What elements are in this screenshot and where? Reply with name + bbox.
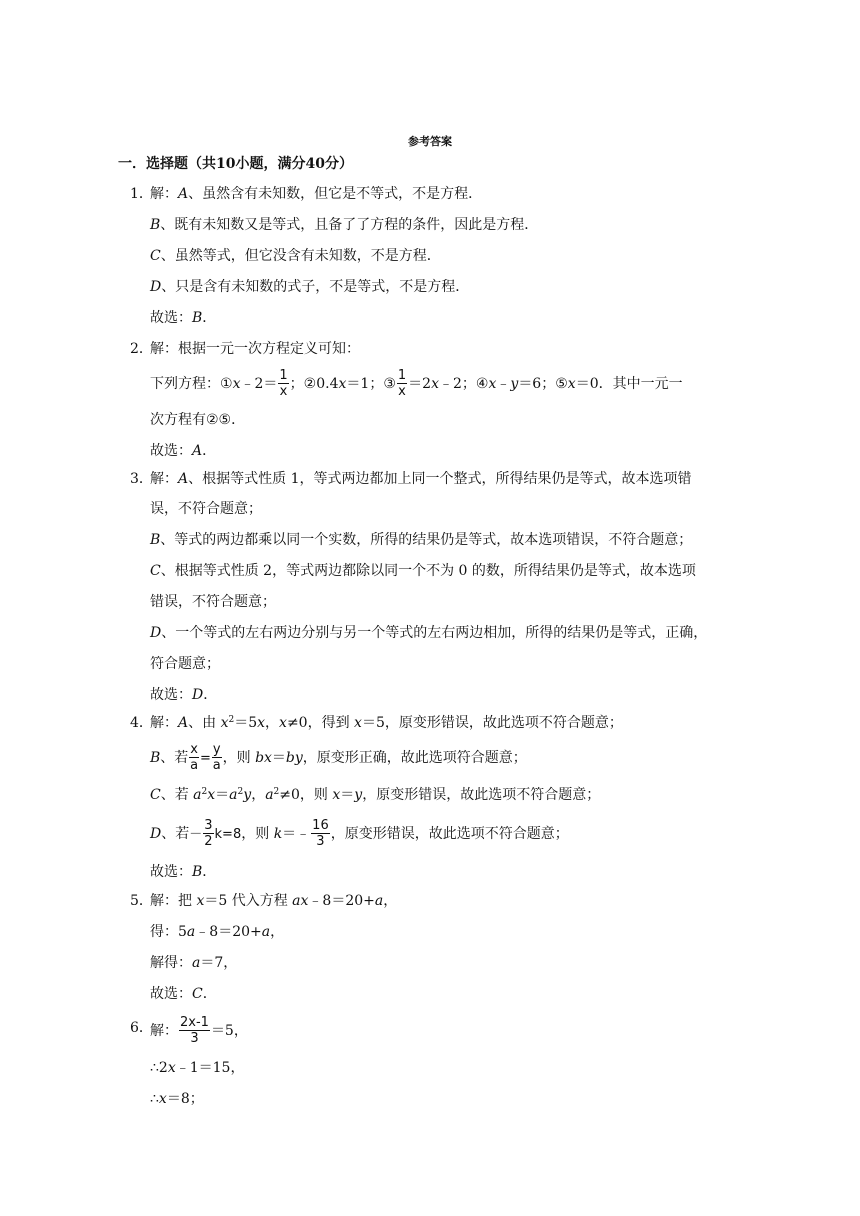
q3-line-3: B、等式的两边都乘以同一个实数，所得的结果仍是等式，故本选项错误，不符合题意； — [150, 532, 693, 548]
q3-number: 3． — [130, 471, 153, 487]
fraction-y-over-a: $\frac{y}{a}$ — [212, 742, 221, 773]
fraction-3-over-2: $\frac{3}{2}$ — [204, 818, 213, 849]
q2-line-1: 解：根据一元一次方程定义可知： — [150, 341, 360, 357]
fraction-x-over-a: $\frac{x}{a}$ — [190, 742, 199, 773]
q1-line-2: B、既有未知数又是等式，且备了了方程的条件，因此是方程． — [150, 217, 539, 233]
q3-line-6: D、一个等式的左右两边分别与另一个等式的左右两边相加，所得的结果仍是等式，正确， — [150, 625, 708, 641]
q4-line-3: C、若 $a^2x=a^2y$，$a^2\ne 0$，则 x＝y，原变形错误，故此选项不符合题意； — [150, 787, 601, 803]
q5-number: 5． — [130, 893, 153, 909]
q2-line-3: 次方程有②⑤． — [150, 412, 246, 428]
q3-line-5: 错误，不符合题意； — [150, 594, 276, 610]
fraction-1-over-x-2: $\frac{1}{x}$ — [397, 368, 407, 399]
q6-line-1: 解： $\frac{2x-1}{3}$ ＝5， — [150, 1015, 248, 1046]
q1-answer: 故选：B． — [150, 310, 217, 326]
q1-line-1: 解：A、虽然含有未知数，但它是不等式，不是方程． — [150, 186, 483, 202]
q5-line-2: 得：5a﹣8＝20+a， — [150, 924, 285, 940]
q3-answer: 故选：D． — [150, 687, 218, 703]
q5-line-3: 解得：a＝7， — [150, 955, 238, 971]
page-title: 参考答案 — [408, 135, 452, 148]
q5-answer: 故选：C． — [150, 986, 217, 1002]
q4-line-2: B、若 $\frac{x}{a}$ = $\frac{y}{a}$ ，则 bx＝by，原变形正确，故此选项符合题意； — [150, 742, 527, 773]
q4-line-1: 解：A、由 $x^2=5x$，x≠0，得到 x＝5，原变形错误，故此选项不符合题意； — [150, 715, 623, 731]
q6-line-2: ∴2x﹣1＝15， — [150, 1060, 245, 1076]
q3-line-7: 符合题意； — [150, 656, 220, 672]
q1-line-4: D、只是含有未知数的式子，不是等式，不是方程． — [150, 279, 470, 295]
section-heading: 一．选择题（共10小题，满分40分） — [118, 156, 353, 172]
q5-line-1: 解：把 x＝5 代入方程 ax﹣8＝20+a， — [150, 893, 398, 909]
fraction-2x-1-over-3: $\frac{2x-1}{3}$ — [180, 1015, 209, 1046]
q2-line-2: 下列方程：①x﹣2＝ $\frac{1}{x}$ ；②0.4x＝1；③ $\frac{1}{x}$ ＝2x﹣2；④x﹣y＝6；⑤x＝0．其中一元一 — [150, 368, 683, 399]
q1-line-3: C、虽然等式，但它没含有未知数，不是方程． — [150, 248, 441, 264]
q3-line-1: 解：A、根据等式性质 1，等式两边都加上同一个整式，所得结果仍是等式，故本选项错 — [150, 471, 692, 487]
fraction-16-over-3: $\frac{16}{3}$ — [312, 818, 329, 849]
q1-number: 1． — [130, 186, 153, 202]
q2-answer: 故选：A． — [150, 443, 217, 459]
q6-line-3: ∴x＝8； — [150, 1091, 204, 1107]
q3-line-4: C、根据等式性质 2，等式两边都除以同一个不为 0 的数，所得结果仍是等式，故本选项 — [150, 563, 696, 579]
q4-answer: 故选：B． — [150, 864, 217, 880]
q4-number: 4． — [130, 715, 153, 731]
q3-line-2: 误，不符合题意； — [150, 501, 262, 517]
q4-line-4: D、若－ $\frac{3}{2}$ k=8，则 k＝﹣ $\frac{16}{3}$ ，原变形错误，故此选项不符合题意； — [150, 818, 569, 849]
fraction-1-over-x: $\frac{1}{x}$ — [279, 368, 288, 399]
q6-number: 6． — [130, 1020, 153, 1036]
q2-number: 2． — [130, 341, 153, 357]
